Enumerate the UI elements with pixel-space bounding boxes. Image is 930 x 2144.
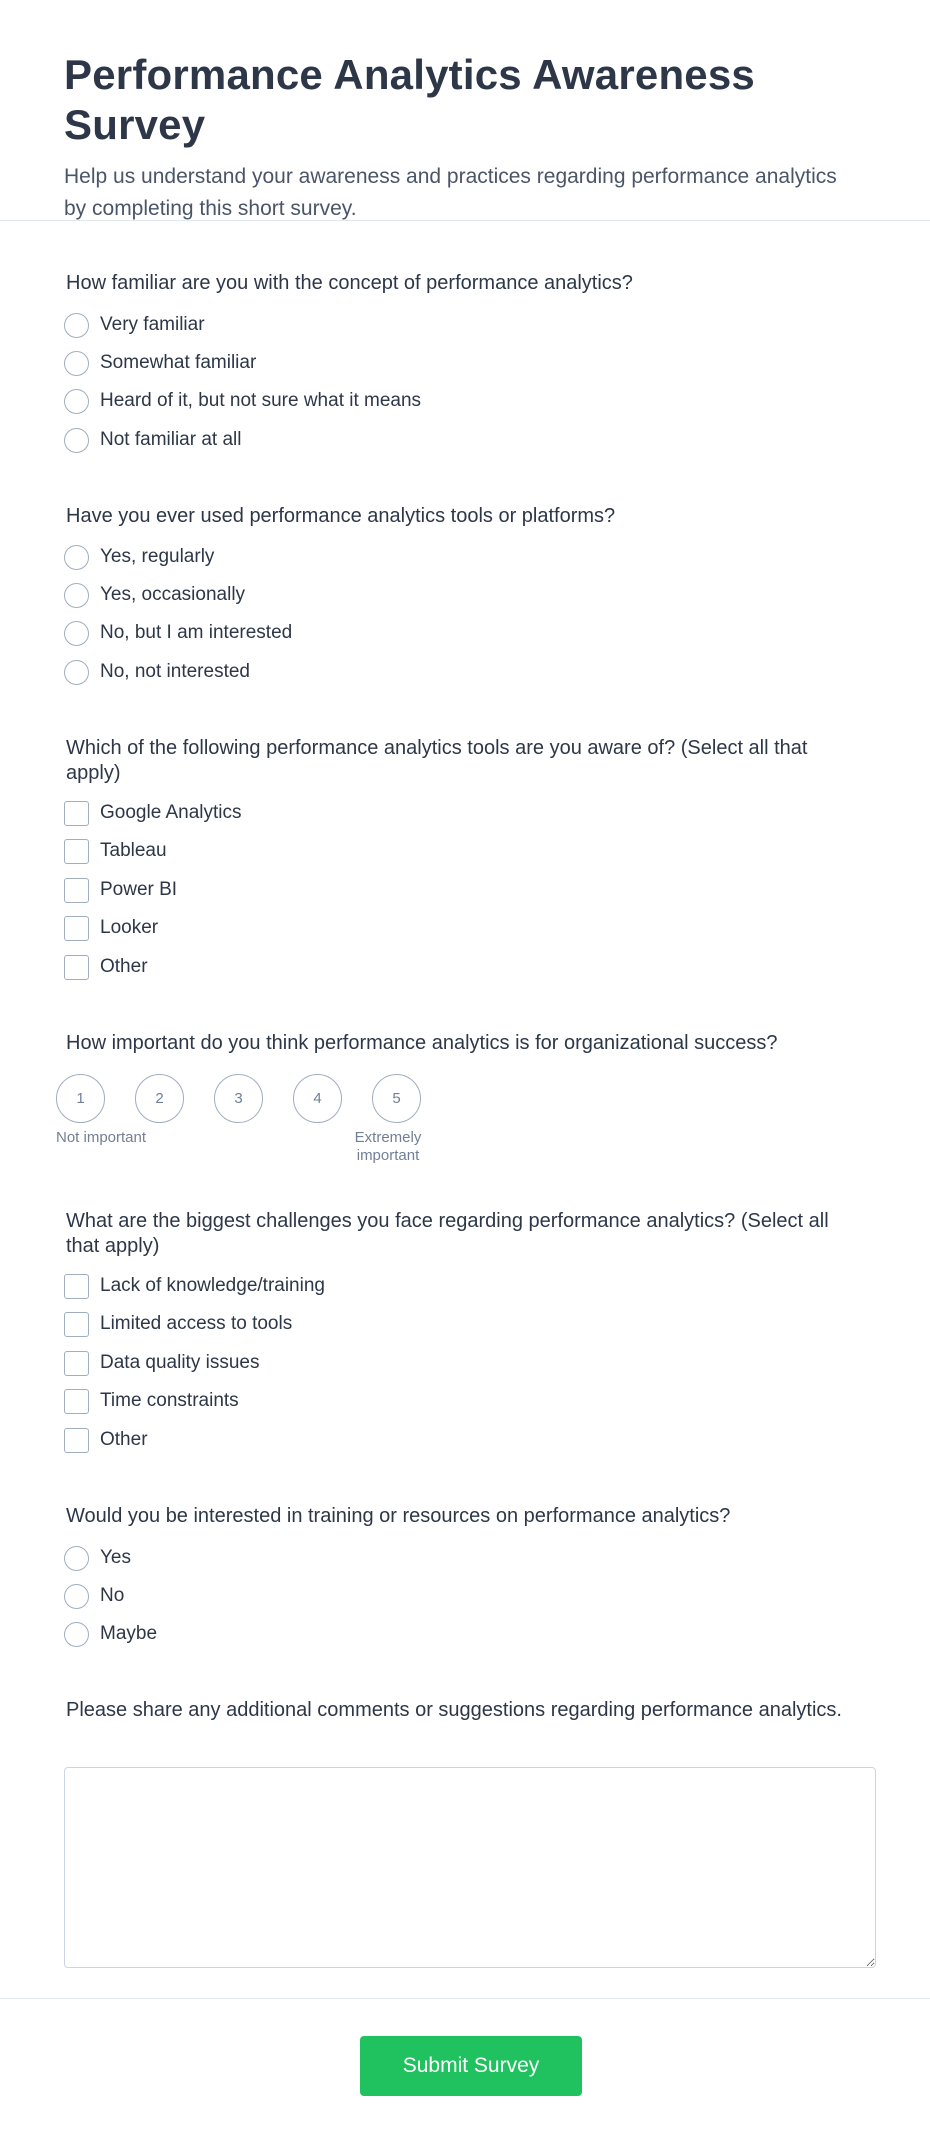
option-label: No, but I am interested (100, 622, 293, 643)
option-label: Google Analytics (100, 802, 242, 823)
survey-footer (0, 1998, 930, 2144)
page-title: Performance Analytics Awareness Survey (64, 51, 755, 149)
radio-button[interactable] (64, 351, 89, 376)
option-google-analytics[interactable] (64, 799, 242, 827)
scale-option-2[interactable]: 2 (135, 1074, 184, 1123)
option-label: Lack of knowledge/training (100, 1275, 325, 1296)
question-familiarity (66, 271, 866, 296)
question-challenges (66, 1209, 866, 1259)
radio-button[interactable] (64, 621, 89, 646)
option-label: Somewhat familiar (100, 352, 257, 373)
option-label: Power BI (100, 879, 178, 900)
option-yes-regularly[interactable] (64, 543, 214, 571)
survey-header (0, 0, 930, 221)
option-label: Limited access to tools (100, 1313, 293, 1334)
scale-min-caption: Not important (56, 1129, 147, 1146)
question-label: Please share any additional comments or suggestions regarding performance analytics. (66, 1699, 842, 1721)
option-no[interactable] (64, 1582, 124, 1610)
question-tools-aware (66, 736, 866, 786)
radio-button[interactable] (64, 1546, 89, 1571)
option-yes-occasionally[interactable] (64, 581, 245, 609)
checkbox[interactable] (64, 839, 89, 864)
question-tool-usage (66, 504, 866, 529)
option-label: Not familiar at all (100, 429, 242, 450)
option-other-challenge[interactable] (64, 1426, 148, 1454)
option-tableau[interactable] (64, 837, 167, 865)
option-label: No, not interested (100, 661, 250, 682)
survey-form (0, 221, 930, 1998)
checkbox[interactable] (64, 1274, 89, 1299)
radio-button[interactable] (64, 428, 89, 453)
option-label: Maybe (100, 1623, 158, 1644)
option-other-tool[interactable] (64, 953, 148, 981)
option-label: Time constraints (100, 1390, 239, 1411)
checkbox[interactable] (64, 1389, 89, 1414)
option-label: Heard of it, but not sure what it means (100, 390, 422, 411)
option-label: Data quality issues (100, 1352, 260, 1373)
question-training-interest (66, 1504, 866, 1529)
radio-button[interactable] (64, 389, 89, 414)
scale-option-5[interactable]: 5 (372, 1074, 421, 1123)
option-heard-of-it[interactable] (64, 387, 421, 415)
radio-button[interactable] (64, 545, 89, 570)
option-time-constraints[interactable] (64, 1387, 239, 1415)
question-label: Have you ever used performance analytics tools or platforms? (66, 505, 616, 527)
comments-textarea[interactable] (64, 1767, 876, 1968)
option-label: Yes (100, 1547, 131, 1568)
option-maybe[interactable] (64, 1620, 157, 1648)
checkbox[interactable] (64, 878, 89, 903)
radio-button[interactable] (64, 1622, 89, 1647)
question-comments (66, 1698, 866, 1723)
option-very-familiar[interactable] (64, 311, 205, 339)
checkbox[interactable] (64, 955, 89, 980)
radio-button[interactable] (64, 1584, 89, 1609)
option-no-interested[interactable] (64, 619, 292, 647)
checkbox[interactable] (64, 1428, 89, 1453)
option-label: Tableau (100, 840, 167, 861)
option-power-bi[interactable] (64, 876, 177, 904)
option-label: Yes, occasionally (100, 584, 246, 605)
checkbox[interactable] (64, 916, 89, 941)
question-label: Which of the following performance analytics tools are you aware of? (Select all that apply) (66, 737, 808, 784)
option-lack-of-knowledge[interactable] (64, 1272, 325, 1300)
option-label: No (100, 1585, 125, 1606)
option-somewhat-familiar[interactable] (64, 349, 256, 377)
option-label: Other (100, 1429, 148, 1450)
radio-button[interactable] (64, 313, 89, 338)
option-label: Very familiar (100, 314, 205, 335)
question-label: Would you be interested in training or resources on performance analytics? (66, 1505, 731, 1527)
scale-option-3[interactable]: 3 (214, 1074, 263, 1123)
question-label: How important do you think performance analytics is for organizational success? (66, 1032, 778, 1054)
question-label: What are the biggest challenges you face regarding performance analytics? (Select all that apply) (66, 1210, 829, 1257)
option-data-quality[interactable] (64, 1349, 259, 1377)
radio-button[interactable] (64, 583, 89, 608)
option-limited-access[interactable] (64, 1310, 292, 1338)
checkbox[interactable] (64, 1351, 89, 1376)
option-label: Other (100, 956, 148, 977)
question-importance (66, 1031, 866, 1056)
option-yes[interactable] (64, 1544, 131, 1572)
submit-button[interactable]: Submit Survey (360, 2036, 582, 2096)
option-label: Yes, regularly (100, 546, 215, 567)
option-no-not-interested[interactable] (64, 658, 250, 686)
radio-button[interactable] (64, 660, 89, 685)
option-looker[interactable] (64, 914, 158, 942)
question-label: How familiar are you with the concept of performance analytics? (66, 272, 633, 294)
option-label: Looker (100, 917, 159, 938)
scale-max-caption: Extremely important (354, 1129, 422, 1164)
scale-option-1[interactable]: 1 (56, 1074, 105, 1123)
checkbox[interactable] (64, 801, 89, 826)
option-not-familiar[interactable] (64, 426, 242, 454)
page-subtitle: Help us understand your awareness and practices regarding performance analytics by completing this short survey. (64, 164, 837, 220)
checkbox[interactable] (64, 1312, 89, 1337)
scale-option-4[interactable]: 4 (293, 1074, 342, 1123)
